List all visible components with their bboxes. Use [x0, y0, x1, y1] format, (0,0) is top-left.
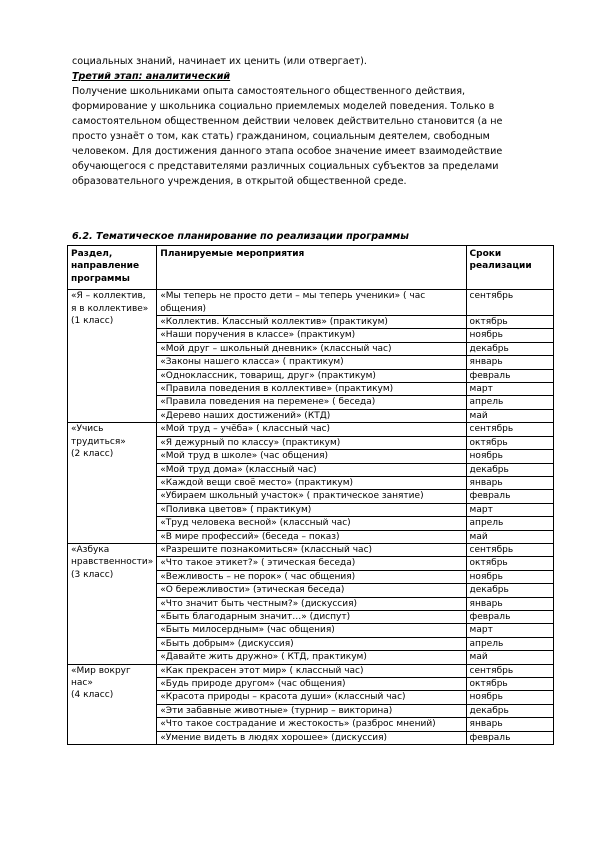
- term-cell: январь: [466, 356, 553, 369]
- term-cell: январь: [466, 597, 553, 610]
- table-row: [68, 664, 554, 677]
- term-cell: апрель: [466, 396, 553, 409]
- term-cell: март: [466, 383, 553, 396]
- event-cell: «Эти забавные животные» (турнир – викторина): [157, 704, 466, 717]
- term-cell: декабрь: [466, 584, 553, 597]
- term-cell: ноябрь: [466, 329, 553, 342]
- table-header-row: [68, 246, 554, 290]
- term-cell: октябрь: [466, 316, 553, 329]
- event-cell: «Мой друг – школьный дневник» (классный час): [157, 342, 466, 355]
- event-cell: «В мире профессий» (беседа – показ): [157, 530, 466, 543]
- event-cell: «Коллектив. Классный коллектив» (практикум): [157, 316, 466, 329]
- term-cell: декабрь: [466, 463, 553, 476]
- plan-table-body: [68, 290, 554, 745]
- section-grade: (3 класс): [71, 569, 114, 580]
- term-cell: март: [466, 503, 553, 516]
- event-cell: «О бережливости» (этическая беседа): [157, 584, 466, 597]
- event-cell: «Убираем школьный участок» ( практическое занятие): [157, 490, 466, 503]
- section-cell: [68, 664, 157, 744]
- stage-description: Получение школьниками опыта самостоятельного общественного действия, формирование у школьника социально приемлемых моделей поведения. Только в самостоятельном общественном действии человек действительно становится (а не просто узнаёт о том, как стать) гражданином, социальным деятелем, свободным человеком. Для достижения данного этапа особое значение имеет взаимодействие обучающегося с представителями различных социальных субъектов за пределами образовательного учреждения, в открытой общественной среде.: [72, 86, 503, 187]
- term-cell: сентябрь: [466, 543, 553, 556]
- header-section: Раздел, направление программы: [68, 246, 157, 290]
- event-cell: «Быть благодарным значит…» (диспут): [157, 610, 466, 623]
- section-cell: [68, 290, 157, 423]
- table-row: [68, 290, 554, 316]
- event-cell: «Вежливость – не порок» ( час общения): [157, 570, 466, 583]
- term-cell: октябрь: [466, 678, 553, 691]
- event-cell: «Дерево наших достижений» (КТД): [157, 409, 466, 422]
- term-cell: сентябрь: [466, 290, 553, 316]
- document-body: [72, 54, 534, 189]
- table-row: [68, 423, 554, 436]
- term-cell: сентябрь: [466, 423, 553, 436]
- term-cell: март: [466, 624, 553, 637]
- section-title-text: «Азбука нравственности»: [71, 544, 154, 568]
- event-cell: «Мой труд в школе» (час общения): [157, 450, 466, 463]
- header-events: Планируемые мероприятия: [157, 246, 466, 290]
- intro-line: социальных знаний, начинает их ценить (или отвергает).: [72, 56, 367, 67]
- event-cell: «Я дежурный по классу» (практикум): [157, 436, 466, 449]
- term-cell: февраль: [466, 490, 553, 503]
- event-cell: «Быть добрым» (дискуссия): [157, 637, 466, 650]
- event-cell: «Мы теперь не просто дети – мы теперь ученики» ( час общения): [157, 290, 466, 316]
- term-cell: февраль: [466, 369, 553, 382]
- header-terms: Сроки реализации: [466, 246, 553, 290]
- plan-table: [67, 245, 554, 745]
- section-title: 6.2. Тематическое планирование по реализации программы: [72, 231, 409, 242]
- event-cell: «Одноклассник, товарищ, друг» (практикум): [157, 369, 466, 382]
- section-grade: (2 класс): [71, 449, 114, 460]
- term-cell: октябрь: [466, 557, 553, 570]
- section-title-text: «Я – коллектив, я в коллективе»: [71, 291, 149, 314]
- term-cell: январь: [466, 476, 553, 489]
- term-cell: декабрь: [466, 342, 553, 355]
- section-grade: (4 класс): [71, 690, 114, 701]
- event-cell: «Будь природе другом» (час общения): [157, 678, 466, 691]
- stage-heading: Третий этап: аналитический: [72, 71, 231, 82]
- event-cell: «Наши поручения в классе» (практикум): [157, 329, 466, 342]
- event-cell: «Правила поведения в коллективе» (практикум): [157, 383, 466, 396]
- term-cell: май: [466, 651, 553, 664]
- term-cell: январь: [466, 718, 553, 731]
- term-cell: ноябрь: [466, 691, 553, 704]
- term-cell: февраль: [466, 731, 553, 744]
- event-cell: «Правила поведения на перемене» ( беседа): [157, 396, 466, 409]
- event-cell: «Быть милосердным» (час общения): [157, 624, 466, 637]
- event-cell: «Красота природы – красота души» (классный час): [157, 691, 466, 704]
- table-row: [68, 543, 554, 556]
- event-cell: «Как прекрасен этот мир» ( классный час): [157, 664, 466, 677]
- section-title-text: «Мир вокруг нас»: [71, 665, 131, 688]
- term-cell: ноябрь: [466, 450, 553, 463]
- term-cell: май: [466, 530, 553, 543]
- event-cell: «Разрешите познакомиться» (классный час): [157, 543, 466, 556]
- event-cell: «Что такое сострадание и жестокость» (разброс мнений): [157, 718, 466, 731]
- term-cell: февраль: [466, 610, 553, 623]
- term-cell: сентябрь: [466, 664, 553, 677]
- event-cell: «Что значит быть честным?» (дискуссия): [157, 597, 466, 610]
- term-cell: октябрь: [466, 436, 553, 449]
- section-grade: (1 класс): [71, 316, 114, 327]
- term-cell: ноябрь: [466, 570, 553, 583]
- event-cell: «Каждой вещи своё место» (практикум): [157, 476, 466, 489]
- term-cell: апрель: [466, 637, 553, 650]
- event-cell: «Мой труд – учёба» ( классный час): [157, 423, 466, 436]
- section-cell: [68, 543, 157, 664]
- event-cell: «Законы нашего класса» ( практикум): [157, 356, 466, 369]
- event-cell: «Что такое этикет?» ( этическая беседа): [157, 557, 466, 570]
- event-cell: «Давайте жить дружно» ( КТД, практикум): [157, 651, 466, 664]
- event-cell: «Поливка цветов» ( практикум): [157, 503, 466, 516]
- term-cell: декабрь: [466, 704, 553, 717]
- section-cell: [68, 423, 157, 544]
- term-cell: апрель: [466, 517, 553, 530]
- term-cell: май: [466, 409, 553, 422]
- section-title-text: «Учись трудиться»: [71, 424, 126, 447]
- event-cell: «Труд человека весной» (классный час): [157, 517, 466, 530]
- event-cell: «Мой труд дома» (классный час): [157, 463, 466, 476]
- event-cell: «Умение видеть в людях хорошее» (дискуссия): [157, 731, 466, 744]
